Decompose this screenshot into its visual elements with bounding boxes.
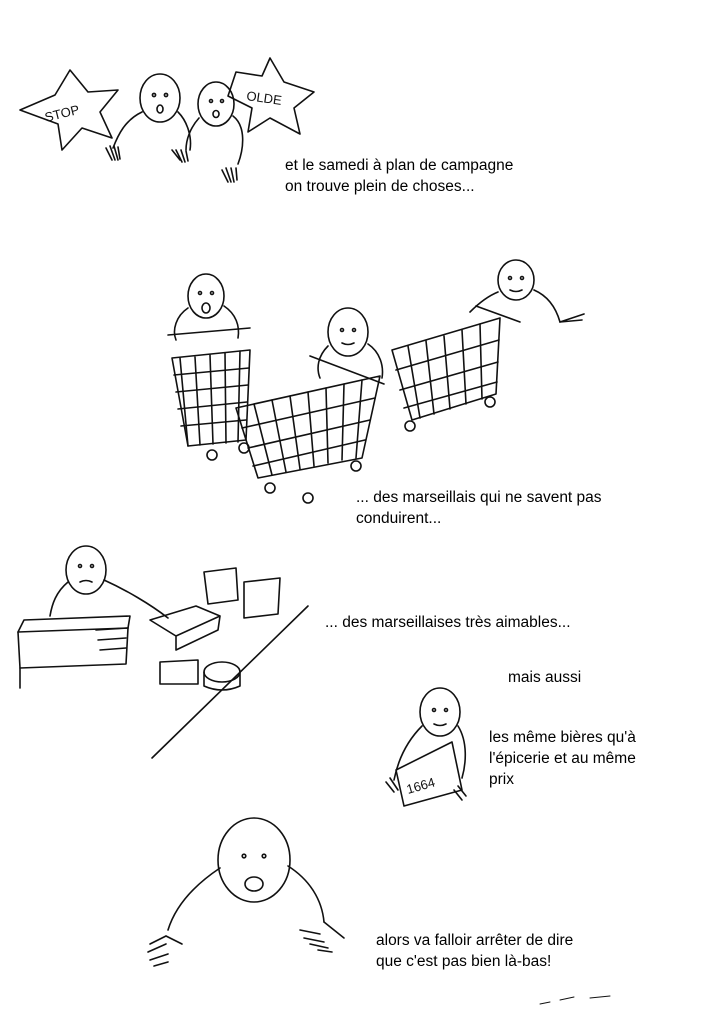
caption-but-also: mais aussi <box>508 669 582 686</box>
beer-label: 1664 <box>404 774 437 797</box>
solde-sign-text: OLDE <box>245 88 283 108</box>
final-character <box>148 818 344 966</box>
cart-middle <box>236 308 384 503</box>
character-2 <box>186 82 243 182</box>
character-1 <box>106 74 191 162</box>
groceries <box>150 568 280 690</box>
caption-saturday: et le samedi à plan de campagne on trouve plein de choses... <box>285 157 514 195</box>
caption-cashiers: ... des marseillaises très aimables... <box>325 614 571 631</box>
cash-register <box>18 616 130 688</box>
cashier <box>50 546 168 618</box>
caption-drivers: ... des marseillais qui ne savent pas conduirent... <box>356 489 602 527</box>
stop-sign-text: STOP <box>43 101 81 125</box>
counter-edge <box>152 606 308 758</box>
signature-scribble <box>540 996 610 1004</box>
caption-conclusion: alors va falloir arrêter de dire que c'est pas bien là-bas! <box>376 932 574 970</box>
beer-character <box>386 688 466 806</box>
stop-sign <box>20 70 118 150</box>
caption-beers: les même bières qu'à l'épicerie et au même prix <box>489 729 636 788</box>
cart-left <box>168 274 250 460</box>
cart-right <box>392 260 584 431</box>
solde-sign <box>228 58 314 134</box>
